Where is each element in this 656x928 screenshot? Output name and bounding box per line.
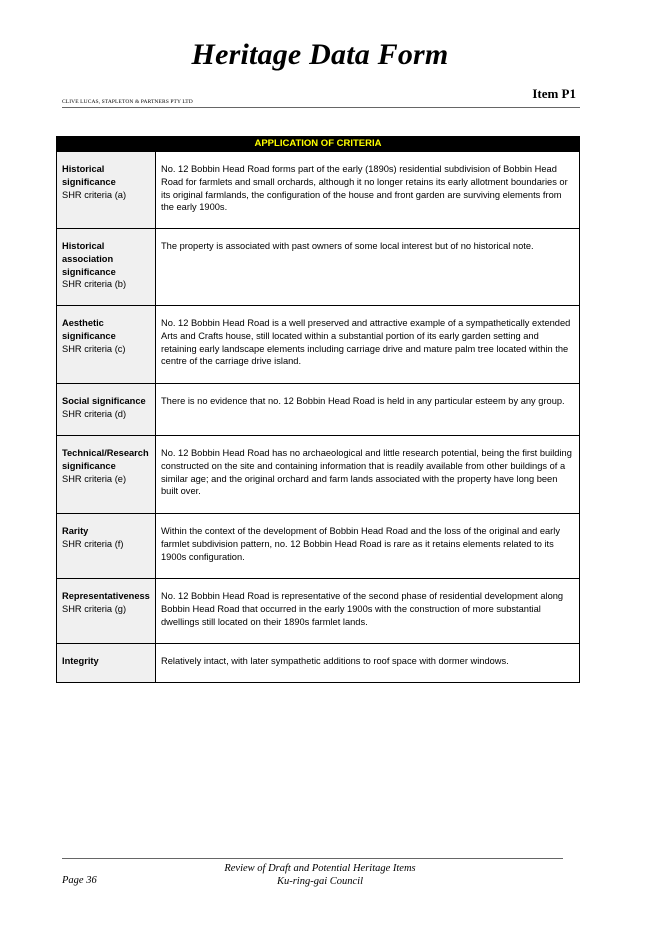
row-criteria: SHR criteria (d) [62, 408, 127, 419]
table-row [57, 579, 580, 644]
row-label-cell [57, 436, 156, 514]
row-text: No. 12 Bobbin Head Road forms part of the early (1890s) residential subdivision of Bobbin Head Road for farmlets and small orchards, although it no longer retains its early allotment boundaries or its original farmlands, the configuration of the house and front garden are surviving elements from the early 1900s. [156, 152, 580, 229]
row-label-cell [57, 306, 156, 384]
row-text: No. 12 Bobbin Head Road is representative of the second phase of residential development along Bobbin Head Road that occurred in the early 1900s with the construction of more substantial dwellings still located on their 1890s farmlet lands. [156, 579, 580, 644]
row-label: Historical association significance [62, 241, 116, 277]
page-number: Page 36 [62, 875, 97, 886]
item-label: Item P1 [532, 86, 576, 101]
row-label-cell [57, 514, 156, 579]
row-label-cell [57, 384, 156, 436]
row-text: Within the context of the development of Bobbin Head Road and the loss of the original and early farmlet subdivision pattern, no. 12 Bobbin Head Road is rare as it retains elements related to its 1900s configuration. [156, 514, 580, 579]
footer-document-title: Review of Draft and Potential Heritage Items [224, 863, 416, 874]
row-label: Aesthetic significance [62, 318, 116, 341]
footer-center [170, 862, 470, 888]
header-divider [62, 107, 580, 108]
row-label-cell [57, 579, 156, 644]
page-title: Heritage Data Form [191, 38, 449, 71]
row-label: Historical significance [62, 164, 116, 187]
row-text: No. 12 Bobbin Head Road is a well preserved and attractive example of a sympathetically extended Arts and Crafts house, still located within a substantial portion of its early garden setting and retaining early landscape elements including carriage drive and mature palm tree located within the centre of the carriage drive island. [156, 306, 580, 384]
row-criteria: SHR criteria (g) [62, 603, 127, 614]
row-text: No. 12 Bobbin Head Road has no archaeological and little research potential, being the first building constructed on the site and containing information that is readily available from other buildings of a similar age; and the original orchard and farm lands associated with the property have long been built over. [156, 436, 580, 514]
row-label: Representativeness [62, 591, 150, 601]
row-label-cell [57, 644, 156, 683]
table-row [57, 644, 580, 683]
table-row [57, 384, 580, 436]
row-label: Technical/Research significance [62, 448, 149, 471]
row-label: Social significance [62, 396, 146, 406]
row-text: There is no evidence that no. 12 Bobbin Head Road is held in any particular esteem by any group. [156, 384, 580, 436]
row-criteria: SHR criteria (e) [62, 473, 127, 484]
table-row [57, 152, 580, 229]
footer-council: Ku-ring-gai Council [276, 876, 364, 887]
row-text: The property is associated with past owners of some local interest but of no historical note. [156, 229, 580, 306]
row-criteria: SHR criteria (b) [62, 279, 127, 290]
row-criteria: SHR criteria (f) [62, 538, 124, 549]
row-label: Integrity [62, 656, 99, 666]
criteria-table [56, 136, 580, 683]
table-row [57, 514, 580, 579]
row-label-cell [57, 229, 156, 306]
table-row [57, 306, 580, 384]
row-criteria: SHR criteria (c) [62, 343, 126, 354]
row-criteria: SHR criteria (a) [62, 189, 127, 200]
row-label-cell [57, 152, 156, 229]
table-row [57, 229, 580, 306]
footer-divider [62, 858, 563, 859]
row-text: Relatively intact, with later sympathetic additions to roof space with dormer windows. [156, 644, 580, 683]
table-row [57, 436, 580, 514]
table-banner: APPLICATION OF CRITERIA [57, 137, 580, 152]
row-label: Rarity [62, 526, 89, 536]
firm-name: CLIVE LUCAS, STAPLETON & PARTNERS PTY LTD [62, 99, 193, 105]
